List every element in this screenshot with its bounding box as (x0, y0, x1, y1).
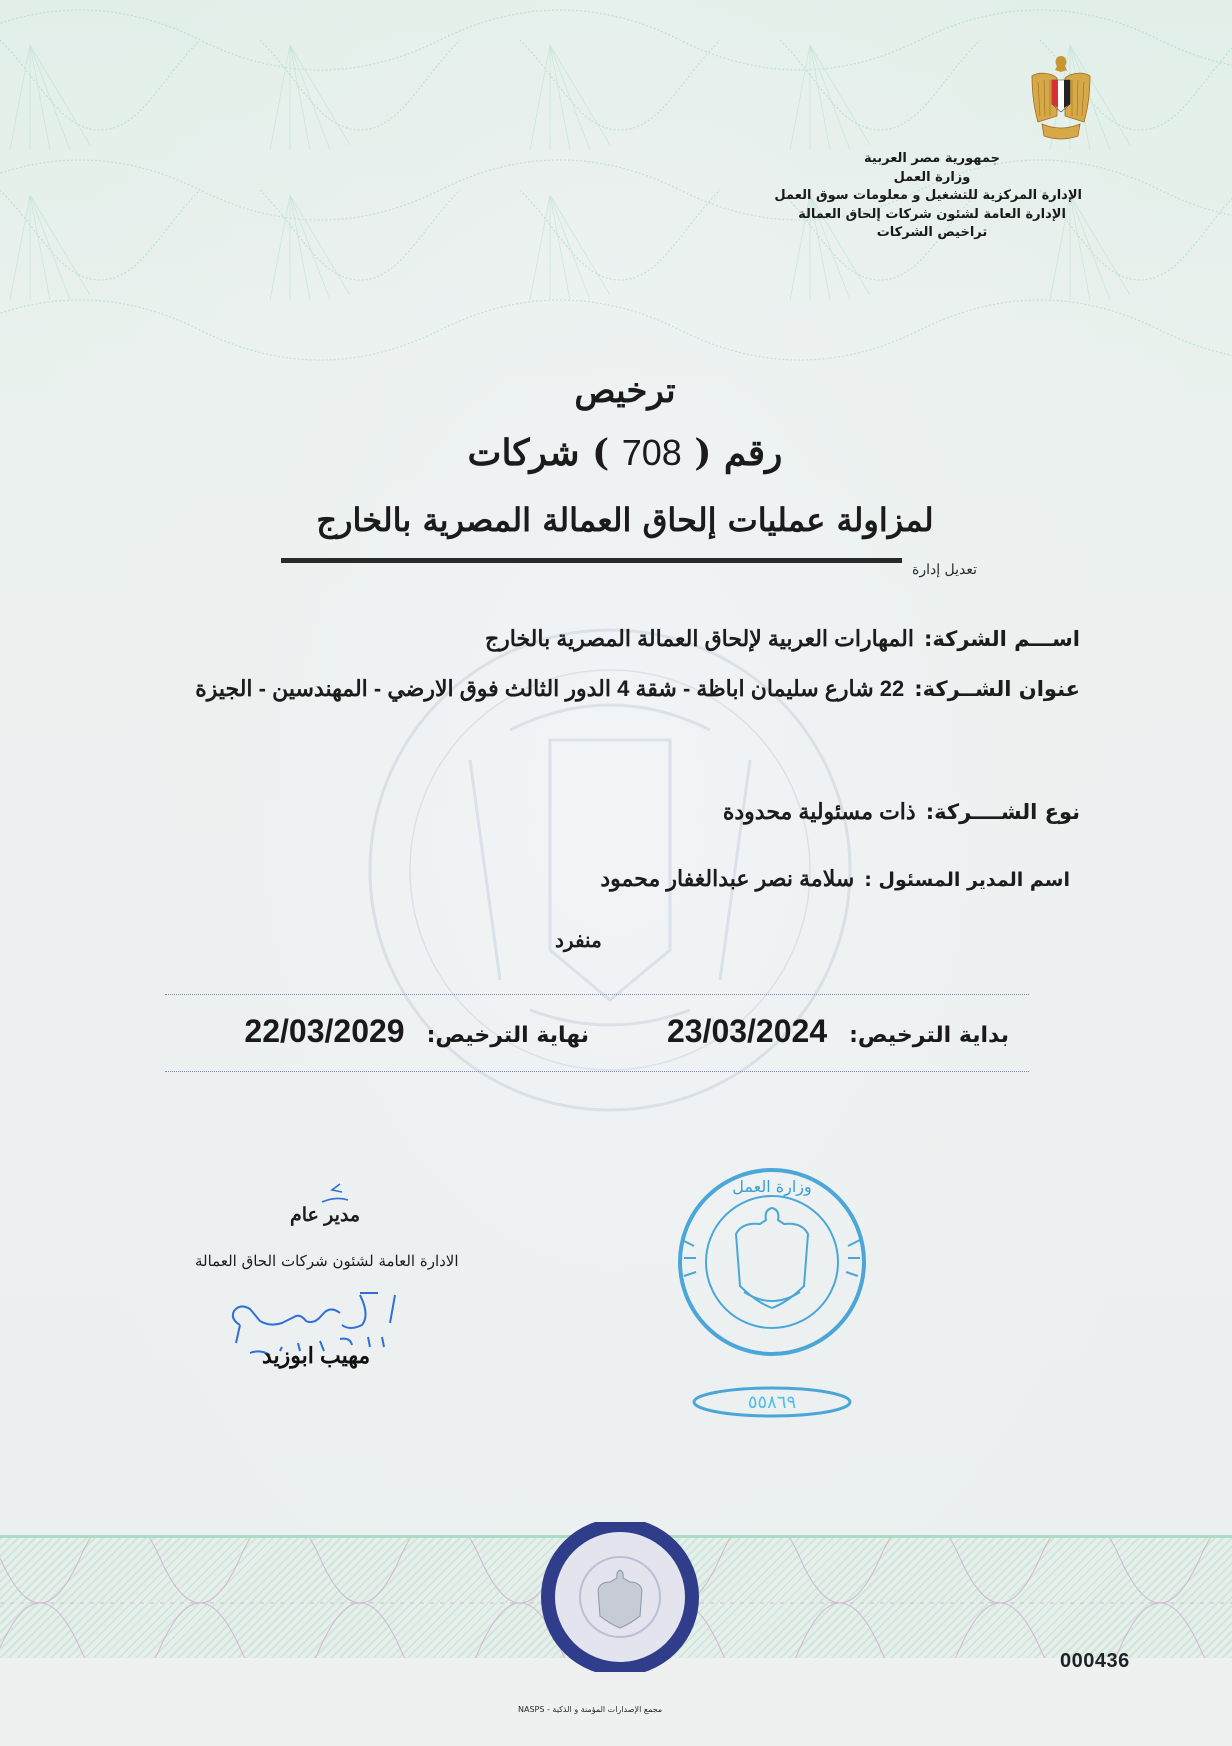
stamp-number: ٥٥٨٦٩ (747, 1392, 797, 1413)
header-country: جمهورية مصر العربية (864, 151, 1000, 166)
header-ministry: وزارة العمل (893, 169, 971, 185)
company-type-label: نوع الشــــركة: (925, 800, 1080, 824)
stamp-text: وزارة العمل (732, 1177, 812, 1196)
ministry-stamp-icon (660, 1160, 880, 1420)
title-number-suffix: ) شركات (467, 432, 610, 474)
document-serial-number: 000436 (1060, 1650, 1130, 1672)
license-end-date: 22/03/2029 (244, 1013, 405, 1049)
title-license: ترخيص (574, 371, 676, 411)
printer-credit: مجمع الإصدارات المؤمنة و الذكية - NASPS (518, 1705, 663, 1714)
responsible-manager-label: اسم المدير المسئول : (864, 869, 1070, 891)
title-underline-divider (281, 558, 902, 563)
header-section: تراخيص الشركات (876, 225, 988, 240)
header-general-admin: الإدارة العامة لشئون شركات إلحاق العمالة (798, 206, 1066, 222)
responsible-manager-field (600, 866, 1070, 892)
manager-status: منفرد (555, 930, 602, 952)
signatory-department: الادارة العامة لشئون شركات الحاق العمالة (195, 1252, 459, 1270)
license-start-date: 23/03/2024 (666, 1013, 828, 1049)
license-number: 708 (621, 432, 682, 473)
egypt-eagle-emblem-icon (1028, 52, 1094, 142)
company-type-value: ذات مسئولية محدودة (722, 799, 916, 824)
company-name-field (485, 626, 1080, 652)
security-hologram-seal-icon (530, 1522, 710, 1672)
company-type-field (723, 799, 1080, 825)
title-license-number (250, 422, 1000, 484)
license-start-label: بداية الترخيص: (849, 1023, 1009, 1048)
title-number-prefix: رقم ( (694, 432, 783, 474)
company-address-label: عنوان الشــركة: (914, 677, 1080, 701)
company-address-field (195, 676, 1080, 702)
license-start (667, 1013, 1009, 1050)
company-name-value: المهارات العربية لإلحاق العمالة المصرية بالخارج (484, 626, 914, 651)
signature-initial-mark-icon (318, 1182, 354, 1204)
issuing-authority-header (774, 150, 1082, 243)
license-title (250, 368, 1000, 548)
header-central-admin: الإدارة المركزية للتشغيل و معلومات سوق العمل (774, 188, 1082, 203)
title-purpose: لمزاولة عمليات إلحاق العمالة المصرية بالخارج (316, 501, 934, 539)
company-name-label: اســـم الشركة: (923, 627, 1080, 651)
signatory-name: مهيب ابوزيد (262, 1343, 371, 1368)
company-address-value: 22 شارع سليمان اباظة - شقة 4 الدور الثالث فوق الارضي - المهندسين - الجيزة (195, 676, 905, 701)
license-end (244, 1013, 589, 1050)
amendment-note: تعديل إدارة (912, 562, 978, 578)
signatory-title: مدير عام (290, 1205, 361, 1226)
license-end-label: نهاية الترخيص: (426, 1023, 589, 1048)
responsible-manager-value: سلامة نصر عبدالغفار محمود (600, 866, 855, 891)
license-validity-box (165, 994, 1029, 1072)
